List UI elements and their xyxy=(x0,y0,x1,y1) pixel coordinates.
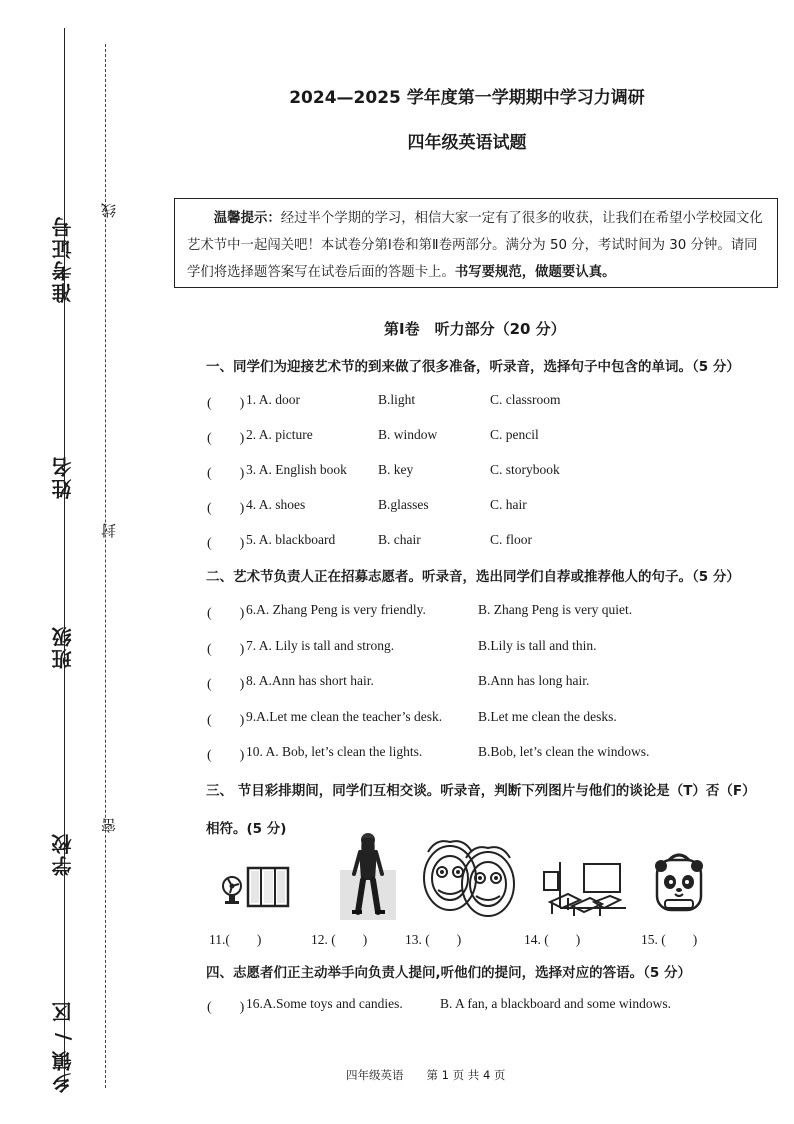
exam-subtitle: 四年级英语试题 xyxy=(407,133,527,153)
option-a: 10. A. Bob, let’s clean the lights. xyxy=(246,744,423,759)
town-district-label: 乡镇 / 区 xyxy=(51,1000,75,1094)
notice-tail: 书写要规范，做题要认真。 xyxy=(454,265,616,280)
seal-char-secret: 密 xyxy=(100,818,118,833)
panda-bag-icon xyxy=(651,852,707,914)
notice-lead: 温馨提示： xyxy=(213,211,281,226)
answer-blank[interactable]: ( ) xyxy=(207,748,245,763)
option-b: B. chair xyxy=(378,532,421,547)
section-2-heading: 二、艺术节负责人正在招募志愿者。听录音，选出同学们自荐或推荐他人的句子。（5 分） xyxy=(206,569,740,585)
option-b: B. Zhang Peng is very quiet. xyxy=(478,602,633,617)
section-3-heading-cont: 相符。(5 分) xyxy=(206,821,287,837)
answer-blank[interactable]: ( ) xyxy=(207,431,245,446)
option-a: 8. A.Ann has short hair. xyxy=(246,673,374,688)
option-a: 5. A. blackboard xyxy=(246,532,336,547)
picture-15-blank[interactable]: 15. ( ) xyxy=(641,932,698,947)
option-a: 3. A. English book xyxy=(246,462,347,477)
option-a: 1. A. door xyxy=(246,392,300,407)
lion-masks-icon xyxy=(416,832,522,922)
picture-12-blank[interactable]: 12. ( ) xyxy=(311,932,368,947)
tall-person-icon xyxy=(340,830,396,920)
fan-and-window-icon xyxy=(218,864,294,908)
exam-title: 2024—2025 学年度第一学期期中学习力调研 xyxy=(289,88,645,108)
answer-blank[interactable]: ( ) xyxy=(207,713,245,728)
seal-char-line: 线 xyxy=(100,203,118,218)
section-3-heading: 三、 节目彩排期间，同学们互相交谈。听录音，判断下列图片与他们的谈论是（T）否（F） xyxy=(206,783,756,799)
picture-11-blank[interactable]: 11.( ) xyxy=(209,932,262,947)
binding-dashed-line xyxy=(105,44,106,1088)
class-label: 班级 xyxy=(51,625,75,669)
name-label: 姓名 xyxy=(51,455,75,499)
option-a: 6.A. Zhang Peng is very friendly. xyxy=(246,602,426,617)
desks-and-board-icon xyxy=(540,858,626,918)
option-b: B.Lily is tall and thin. xyxy=(478,638,597,653)
answer-blank[interactable]: ( ) xyxy=(207,606,245,621)
seal-char-seal: 封 xyxy=(100,523,118,538)
answer-blank[interactable]: ( ) xyxy=(207,466,245,481)
exam-number-label: 准考证号 xyxy=(51,215,75,303)
answer-blank[interactable]: ( ) xyxy=(207,1000,245,1015)
option-b: B.Bob, let’s clean the windows. xyxy=(478,744,650,759)
option-b: B.Ann has long hair. xyxy=(478,673,590,688)
option-b: B.Let me clean the desks. xyxy=(478,709,617,724)
answer-blank[interactable]: ( ) xyxy=(207,501,245,516)
option-a: 4. A. shoes xyxy=(246,497,306,512)
picture-14-blank[interactable]: 14. ( ) xyxy=(524,932,581,947)
option-c: C. pencil xyxy=(490,427,539,442)
option-c: C. storybook xyxy=(490,462,560,477)
part1-title: 第Ⅰ卷 听力部分（20 分） xyxy=(384,320,566,338)
picture-13-blank[interactable]: 13. ( ) xyxy=(405,932,462,947)
option-b: B. key xyxy=(378,462,414,477)
section-1-heading: 一、同学们为迎接艺术节的到来做了很多准备，听录音，选择句子中包含的单词。（5 分） xyxy=(206,359,740,375)
notice-box xyxy=(174,198,778,288)
option-a: 16.A.Some toys and candies. xyxy=(246,996,403,1011)
option-a: 7. A. Lily is tall and strong. xyxy=(246,638,395,653)
option-c: C. hair xyxy=(490,497,527,512)
binding-solid-line xyxy=(64,28,65,1088)
option-b: B.glasses xyxy=(378,497,429,512)
school-label: 学校 xyxy=(51,832,75,876)
answer-blank[interactable]: ( ) xyxy=(207,677,245,692)
option-a: 2. A. picture xyxy=(246,427,313,442)
option-b: B.light xyxy=(378,392,416,407)
option-c: C. classroom xyxy=(490,392,561,407)
answer-blank[interactable]: ( ) xyxy=(207,642,245,657)
page-footer: 四年级英语 第 1 页 共 4 页 xyxy=(346,1068,506,1082)
answer-blank[interactable]: ( ) xyxy=(207,536,245,551)
answer-blank[interactable]: ( ) xyxy=(207,396,245,411)
option-c: C. floor xyxy=(490,532,532,547)
option-a: 9.A.Let me clean the teacher’s desk. xyxy=(246,709,443,724)
option-b: B. A fan, a blackboard and some windows. xyxy=(440,996,671,1011)
section-4-heading: 四、志愿者们正主动举手向负责人提问,听他们的提问，选择对应的答语。（5 分） xyxy=(206,965,691,981)
notice-body: 经过半个学期的学习，相信大家一定有了很多的收获，让我们在希望小学校园文化艺术节中一起闯关吧！本试卷分第Ⅰ卷和第Ⅱ卷两部分。满分为 50 分，考试时间为 30 分钟。请同学们将选择题答案写在试卷后面的答题卡上。 xyxy=(187,211,763,280)
option-b: B. window xyxy=(378,427,438,442)
